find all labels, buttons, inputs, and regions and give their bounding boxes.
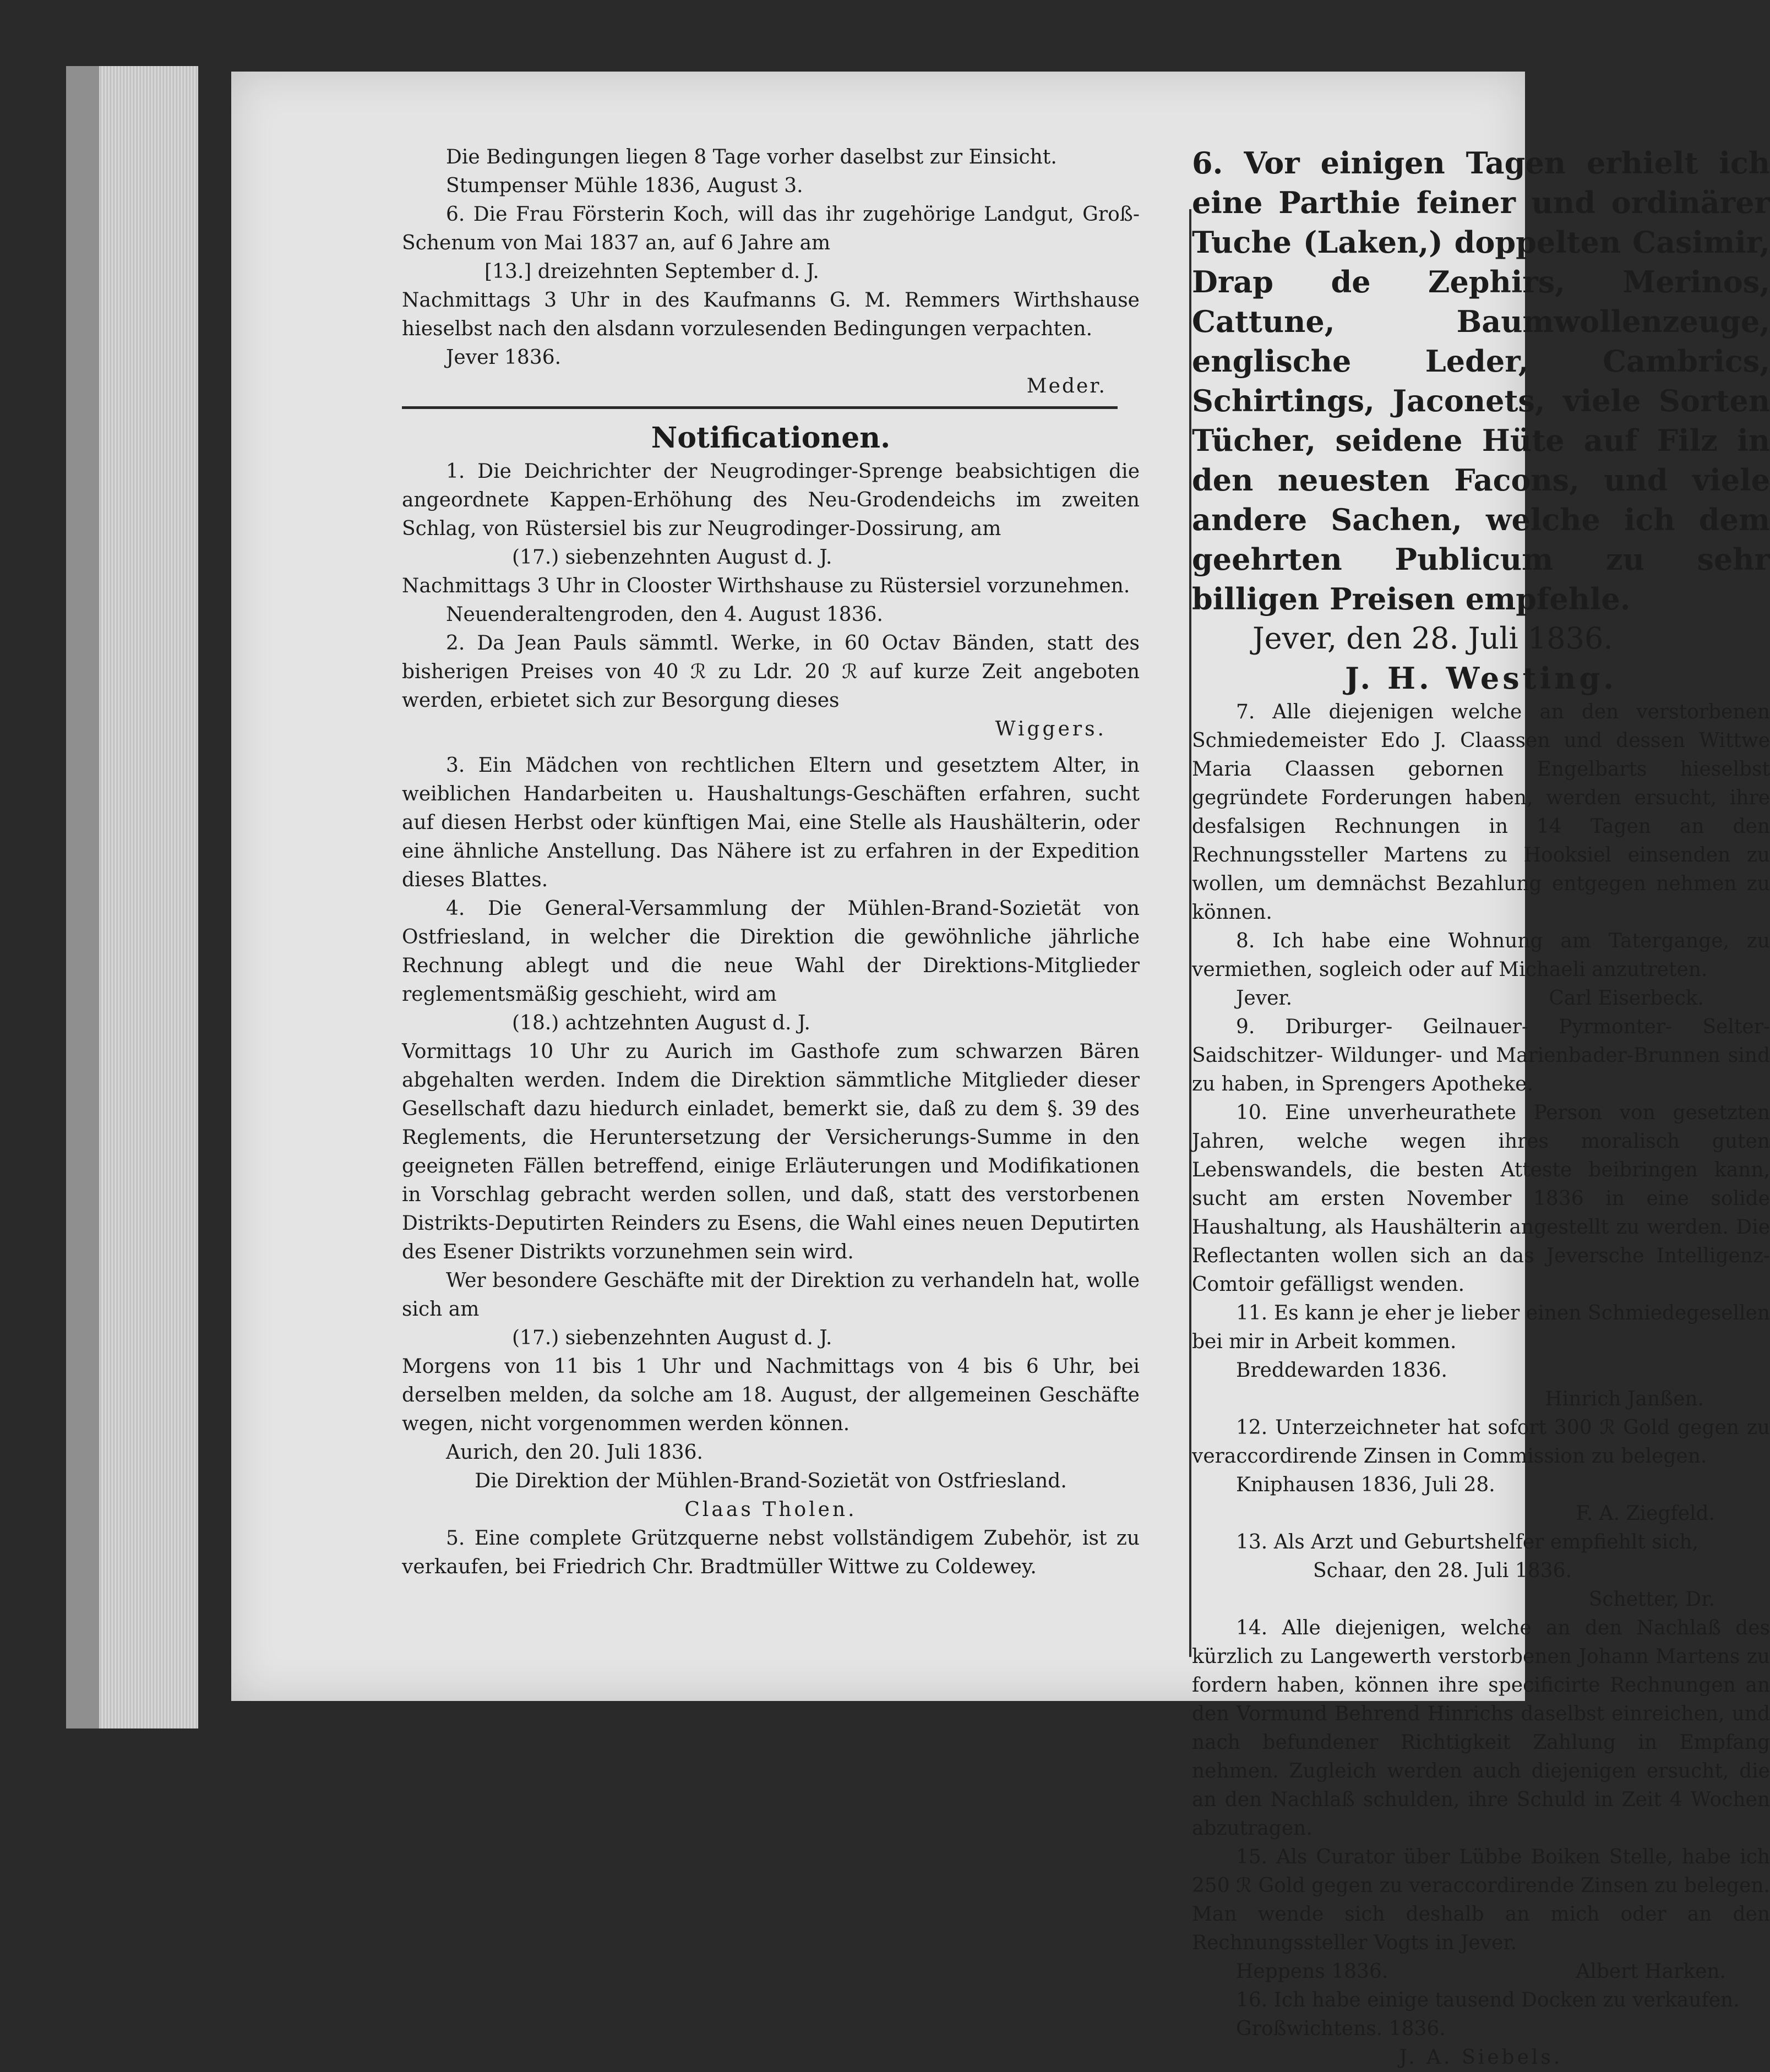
- notice-9: 9. Driburger- Geilnauer- Pyrmonter- Selter- Saidschitzer- Wildunger- und Marienbader-Brunnen sind zu haben, in Sprengers Apotheke.: [1192, 1016, 1770, 1095]
- section-rule: [402, 406, 1118, 409]
- notice-text: Wer besondere Geschäfte mit der Direktion zu verhandeln hat, wolle sich am: [402, 1269, 1140, 1321]
- notice-7: 7. Alle diejenigen welche an den verstorbenen Schmiedemeister Edo J. Claassen und dessen Wittwe Maria Claassen gebornen Engelbarts hieselbst gegründete Forderungen haben, werden ersucht, ihre desfalsigen Rechnungen in 14 Tagen an den Rechnungssteller Martens zu Hooksiel einsenden zu wollen, um demnächst Bezahlung entgegen nehmen zu können.: [1192, 701, 1770, 924]
- notice-12: 12. Unterzeichneter hat sofort 300 ℛ Gold gegen zu veraccordirende Zinsen in Commission zu belegen.: [1192, 1416, 1770, 1468]
- signature: Carl Eiserbeck.: [1549, 987, 1704, 1010]
- signature: F. A. Ziegfeld.: [1576, 1502, 1715, 1525]
- notice-15: 15. Als Curator über Lübbe Boiken Stelle, habe ich 250 ℛ Gold gegen zu veraccordirende Zinsen zu belegen. Man wende sich deshalb an mich oder an den Rechnungssteller Vogts in Jever.: [1192, 1846, 1770, 1954]
- book-page-edges: [66, 66, 198, 1729]
- place-date: Großwichtens. 1836.: [1236, 2018, 1446, 2040]
- place-date: Schaar, den 28. Juli 1836.: [1313, 1560, 1572, 1582]
- signature: Albert Harken.: [1576, 1960, 1726, 1983]
- signature: Claas Tholen.: [684, 1498, 857, 1521]
- place-date: Stumpenser Mühle 1836, August 3.: [446, 175, 803, 197]
- notice-14: 14. Alle diejenigen, welche an den Nachlaß des kürzlich zu Langewerth verstorbenen Johann Martens zu fordern haben, können ihre specificirte Rechnungen an den Vormund Behrend Hinrichs daselbst einreichen, und nach befundener Richtigkeit Zahlung in Empfang nehmen. Zugleich werden auch diejenigen ersucht, die an den Nachlaß schulden, ihre Schuld in Zeit 4 Wochen abzutragen.: [1192, 1617, 1770, 1840]
- notice-5: 5. Eine complete Grützquerne nebst vollständigem Zubehör, ist zu verkaufen, bei Friedrich Chr. Bradtmüller Wittwe zu Coldewey.: [402, 1527, 1140, 1578]
- notice-1: 1. Die Deichrichter der Neugrodinger-Sprenge beabsichtigen die angeordnete Kappen-Erhöhung des Neu-Grodendeichs im zweiten Schlag, von Rüstersiel bis zur Neugrodinger-Dossirung, am: [402, 460, 1140, 540]
- section-heading: Notificationen.: [651, 421, 891, 455]
- date-line: (17.) siebenzehnten August d. J.: [512, 1327, 832, 1349]
- notice-text: Nachmittags 3 Uhr in Clooster Wirthshause zu Rüstersiel vorzunehmen.: [402, 575, 1130, 597]
- notice-4: 4. Die General-Versammlung der Mühlen-Brand-Sozietät von Ostfriesland, in welcher die Direktion die gewöhnliche jährliche Rechnung ablegt und die neue Wahl der Direktions-Mitglieder reglementsmäßig geschieht, wird am: [402, 897, 1140, 1006]
- place-date: Neuenderaltengroden, den 4. August 1836.: [446, 603, 883, 626]
- place-date: Jever 1836.: [446, 346, 562, 369]
- signature-body: Die Direktion der Mühlen-Brand-Sozietät von Ostfriesland.: [475, 1470, 1067, 1492]
- notice-10: 10. Eine unverheurathete Person von gesetzten Jahren, welche wegen ihres moralisch guten Lebenswandels, die besten Atteste beibringen kann, sucht am ersten November 1836 in eine solide Haushaltung, als Haushälterin angestellt zu werden. Die Reflectanten wollen sich an das Jeversche Intelligenz-Comtoir gefälligst wenden.: [1192, 1102, 1770, 1296]
- notice-6-advert: 6. Vor einigen Tagen erhielt ich eine Parthie feiner und ordinärer Tuche (Laken,) doppelten Casimir, Drap de Zephirs, Merinos, Cattune, Baumwollenzeuge, englische Leder, Cambrics, Schirtings, Jaconets, viele Sorten Tücher, seidene Hüte auf Filz in den neuesten Facons, und viele andere Sachen, welche ich dem geehrten Publicum zu sehr billigen Preisen empfehle.: [1192, 145, 1770, 617]
- right-column: [1192, 143, 1770, 2072]
- notice-8: 8. Ich habe eine Wohnung am Tatergange, zu vermiethen, sogleich oder auf Michaeli anzutreten.: [1192, 930, 1770, 981]
- date-line: (17.) siebenzehnten August d. J.: [512, 546, 832, 569]
- column-divider: [1189, 209, 1191, 1657]
- place-date: Breddewarden 1836.: [1236, 1359, 1447, 1382]
- notice-11: 11. Es kann je eher je lieber einen Schmiedegesellen bei mir in Arbeit kommen.: [1192, 1302, 1770, 1353]
- place-date: Kniphausen 1836, Juli 28.: [1236, 1474, 1495, 1496]
- place-date: Aurich, den 20. Juli 1836.: [446, 1441, 703, 1464]
- signature: Schetter, Dr.: [1588, 1588, 1715, 1611]
- notice-text: Vormittags 10 Uhr zu Aurich im Gasthofe zum schwarzen Bären abgehalten werden. Indem die Direktion sämmtliche Mitglieder dieser Gesellschaft dazu hiedurch einladet, bemerkt sie, daß zu dem §. 39 des Reglements, die Heruntersetzung der Versicherungs-Summe in den geeigneten Fällen betreffend, einige Erläuterungen und Modifikationen in Vorschlag gebracht werden sollen, und daß, statt des verstorbenen Distrikts-Deputirten Reinders zu Esens, die Wahl eines neuen Deputirten des Esener Distrikts vorzunehmen sein wird.: [402, 1040, 1140, 1263]
- notice-text: Die Bedingungen liegen 8 Tage vorher daselbst zur Einsicht.: [446, 146, 1057, 168]
- place-date: Heppens 1836.: [1236, 1960, 1388, 1983]
- date-line: [13.] dreizehnten September d. J.: [484, 260, 819, 283]
- date-line: (18.) achtzehnten August d. J.: [512, 1012, 810, 1034]
- signature: J. H. Westing.: [1345, 661, 1617, 696]
- place-date: Jever, den 28. Juli 1836.: [1252, 621, 1613, 656]
- notice-text: Morgens von 11 bis 1 Uhr und Nachmittags von 4 bis 6 Uhr, bei derselben melden, da solche am 18. August, der allgemeinen Geschäfte wegen, nicht vorgenommen werden können.: [402, 1355, 1140, 1435]
- notice-13: 13. Als Arzt und Geburtshelfer empfiehlt sich,: [1236, 1531, 1698, 1553]
- signature: Wiggers.: [995, 718, 1107, 740]
- notice-text: Nachmittags 3 Uhr in des Kaufmanns G. M. Remmers Wirthshause hieselbst nach den alsdann vorzulesenden Bedingungen verpachten.: [402, 289, 1140, 340]
- notice-16: 16. Ich habe einige tausend Docken zu verkaufen.: [1236, 1989, 1740, 2011]
- newspaper-page: [231, 72, 1770, 2069]
- left-column: [402, 143, 1140, 1582]
- notice-3: 3. Ein Mädchen von rechtlichen Eltern und gesetztem Alter, in weiblichen Handarbeiten u. Haushaltungs-Geschäften erfahren, sucht auf diesen Herbst oder künftigen Mai, eine Stelle als Haushälterin, oder eine ähnliche Anstellung. Das Nähere ist zu erfahren in der Expedition dieses Blattes.: [402, 754, 1140, 891]
- notice-2: 2. Da Jean Pauls sämmtl. Werke, in 60 Octav Bänden, statt des bisherigen Preises von 40 ℛ zu Ldr. 20 ℛ auf kurze Zeit angeboten werden, erbietet sich zur Besorgung dieses: [402, 632, 1140, 712]
- place: Jever.: [1236, 987, 1293, 1010]
- signature: Hinrich Janßen.: [1545, 1388, 1704, 1410]
- signature: J. A. Siebels.: [1399, 2046, 1563, 2069]
- notice-6: 6. Die Frau Försterin Koch, will das ihr zugehörige Landgut, Groß-Schenum von Mai 1837 an, auf 6 Jahre am: [402, 203, 1140, 254]
- signature: Meder.: [1026, 375, 1107, 397]
